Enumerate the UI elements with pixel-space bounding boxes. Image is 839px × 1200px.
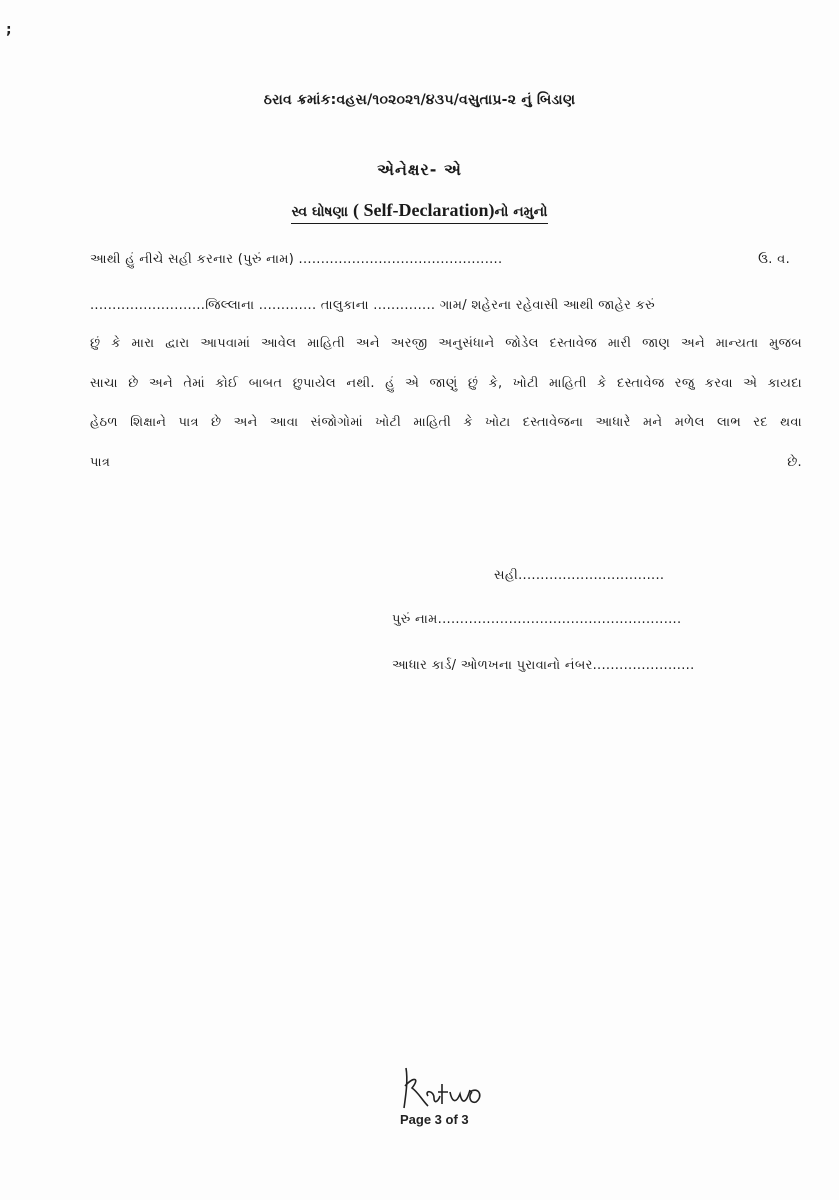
age-label: ઉ. વ. xyxy=(758,252,790,267)
declaration-line-4: સાચા છે અને તેમાં કોઈ બાબત છુપાયેલ નથી. હું એ જાણું છું કે, ખોટી માહિતી કે દસ્તાવેજ રજુ કરવા એ કાયદા xyxy=(90,376,802,391)
form-title xyxy=(0,200,839,224)
form-title-underline xyxy=(291,200,547,224)
corner-mark: ; xyxy=(6,22,12,38)
declaration-line-1 xyxy=(90,252,802,267)
declaration-line-5: હેઠળ શિક્ષાને પાત્ર છે અને આવા સંજોગોમાં ખોટી માહિતી કે ખોટા દસ્તાવેજના આધારે મને મળેલ લાભ રદ થવા xyxy=(90,415,802,430)
title-prefix: સ્વ ઘોષણા xyxy=(291,204,349,220)
title-english: ( Self-Declaration) xyxy=(353,200,495,220)
resolution-reference: ઠરાવ ક્રમાંક:વહસ/૧૦૨૦૨૧/૪૩૫/વસુતાપ્ર-૨ નું બિડાણ xyxy=(263,92,576,108)
full-name-field: પુરું નામ....................................................... xyxy=(392,612,682,627)
signature-field: સહી................................. xyxy=(494,568,665,583)
declaration-line-2: ..........................જિલ્લાના ............. તાલુકાના .............. ગામ/ શહેરના રહેવાસી આથી જાહેર કરું xyxy=(90,298,655,313)
declaration-line-1-text: આથી હું નીચે સહી કરનાર (પુરું નામ) .............................................. xyxy=(90,252,503,267)
annexure-heading: એનેક્ષર- એ xyxy=(377,160,462,179)
aadhar-number-field: આધાર કાર્ડ/ ઓળખના પુરાવાનો નંબર....................... xyxy=(392,658,695,673)
declaration-line-3: છું કે મારા દ્વારા આપવામાં આવેલ માહિતી અને અરજી અનુસંધાને જોડેલ દસ્તાવેજ મારી જાણ અને માન્યતા મુજબ xyxy=(90,336,802,351)
declaration-line-6: પાત્ર છે. xyxy=(90,455,802,470)
title-suffix: નો નમુનો xyxy=(494,204,548,220)
handwritten-signature xyxy=(398,1060,488,1116)
page-number: Page 3 of 3 xyxy=(400,1112,469,1127)
